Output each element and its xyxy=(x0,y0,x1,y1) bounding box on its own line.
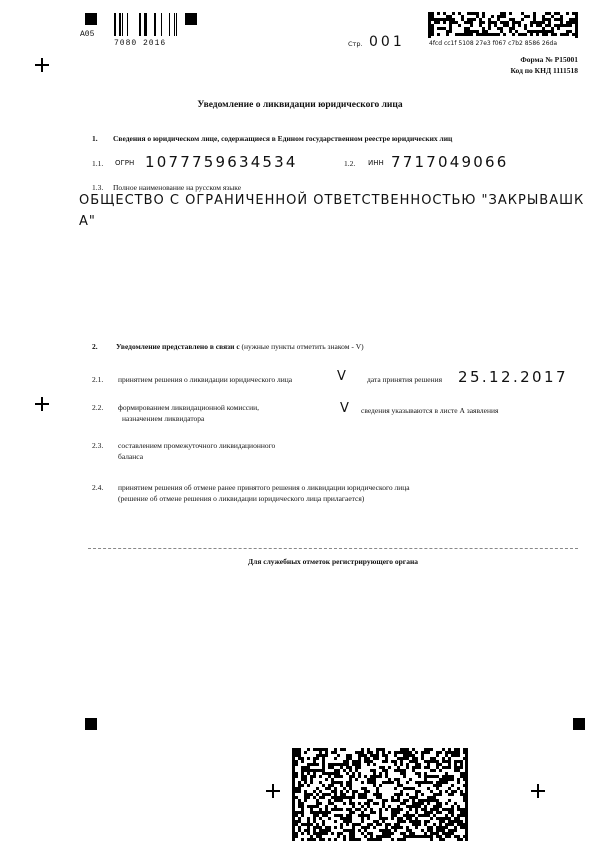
section2-number: 2. xyxy=(92,342,98,351)
item-2-1-checkmark[interactable]: V xyxy=(337,369,346,384)
item-2-1-text: принятием решения о ликвидации юридического лица xyxy=(118,375,293,384)
item-2-2-number: 2.2. xyxy=(92,403,104,412)
registration-square-bottom-left xyxy=(85,718,97,730)
section2-heading: Уведомление представлено в связи с xyxy=(116,342,240,351)
knd-code: Код по КНД 1111518 xyxy=(510,66,578,75)
item-2-3-number: 2.3. xyxy=(92,441,104,450)
item-2-4-number: 2.4. xyxy=(92,483,104,492)
item-2-2-text-line1: формированием ликвидационной комиссии, xyxy=(118,403,259,412)
inn-label: ИНН xyxy=(368,159,384,167)
ogrn-number: 1.1. xyxy=(92,159,104,168)
page-label: Стр. xyxy=(348,40,363,48)
bottom-barcode xyxy=(292,748,468,841)
name-number: 1.3. xyxy=(92,183,104,192)
section2-heading-note: (нужные пункты отметить знаком - V) xyxy=(241,342,364,351)
section2-heading-row xyxy=(116,342,364,351)
official-marks-label: Для служебных отметок регистрирующего органа xyxy=(247,557,419,566)
item-2-2-text-line2: назначением ликвидатора xyxy=(122,414,205,423)
name-label: Полное наименование на русском языке xyxy=(113,183,242,192)
item-2-4-text-line1: принятием решения об отмене ранее принятого решения о ликвидации юридического лица xyxy=(118,483,410,492)
decision-date-label: дата принятия решения xyxy=(367,375,443,384)
code-digits: 7080 2016 xyxy=(114,39,167,48)
ogrn-field[interactable]: 1077759634534 xyxy=(145,153,298,171)
code-barcode xyxy=(114,13,182,36)
sheet-a-note: сведения указываются в листе А заявления xyxy=(361,406,499,415)
section1-number: 1. xyxy=(92,134,98,143)
form-code: A05 xyxy=(80,30,95,39)
decision-date-field[interactable]: 25.12.2017 xyxy=(458,368,568,386)
inn-number: 1.2. xyxy=(344,159,356,168)
inn-field[interactable]: 7717049066 xyxy=(391,153,509,171)
page-number: 001 xyxy=(369,34,405,50)
registration-square-top-left xyxy=(85,13,97,25)
item-2-4-text-line2: (решение об отмене решения о ликвидации юридического лица прилагается) xyxy=(118,494,365,503)
item-2-3-text-line2: баланса xyxy=(118,452,144,461)
item-2-3-text-line1: составлением промежуточного ликвидационного xyxy=(118,441,276,450)
full-name-line1[interactable]: ОБЩЕСТВО С ОГРАНИЧЕННОЙ ОТВЕТСТВЕННОСТЬЮ "ЗАКРЫВАШК xyxy=(79,193,585,208)
full-name-line2[interactable]: А" xyxy=(79,214,96,229)
registration-square-bottom-right xyxy=(573,718,585,730)
page-title: Уведомление о ликвидации юридического лица xyxy=(197,100,403,110)
barcode-hex: 4fcd cc1f 5108 27e3 f067 c7b2 8586 26da xyxy=(429,40,558,47)
form-barcode xyxy=(428,12,578,38)
crosshair-icon xyxy=(266,784,280,798)
divider xyxy=(88,548,578,549)
crosshair-icon xyxy=(35,397,49,411)
crosshair-icon xyxy=(35,58,49,72)
form-name: Форма № Р15001 xyxy=(520,55,578,64)
crosshair-icon xyxy=(531,784,545,798)
ogrn-label: ОГРН xyxy=(115,159,135,167)
item-2-2-checkmark[interactable]: V xyxy=(340,401,349,416)
item-2-1-number: 2.1. xyxy=(92,375,104,384)
registration-square-top-middle xyxy=(185,13,197,25)
section1-heading: Сведения о юридическом лице, содержащиеся в Едином государственном реестре юридических лиц xyxy=(113,134,453,143)
